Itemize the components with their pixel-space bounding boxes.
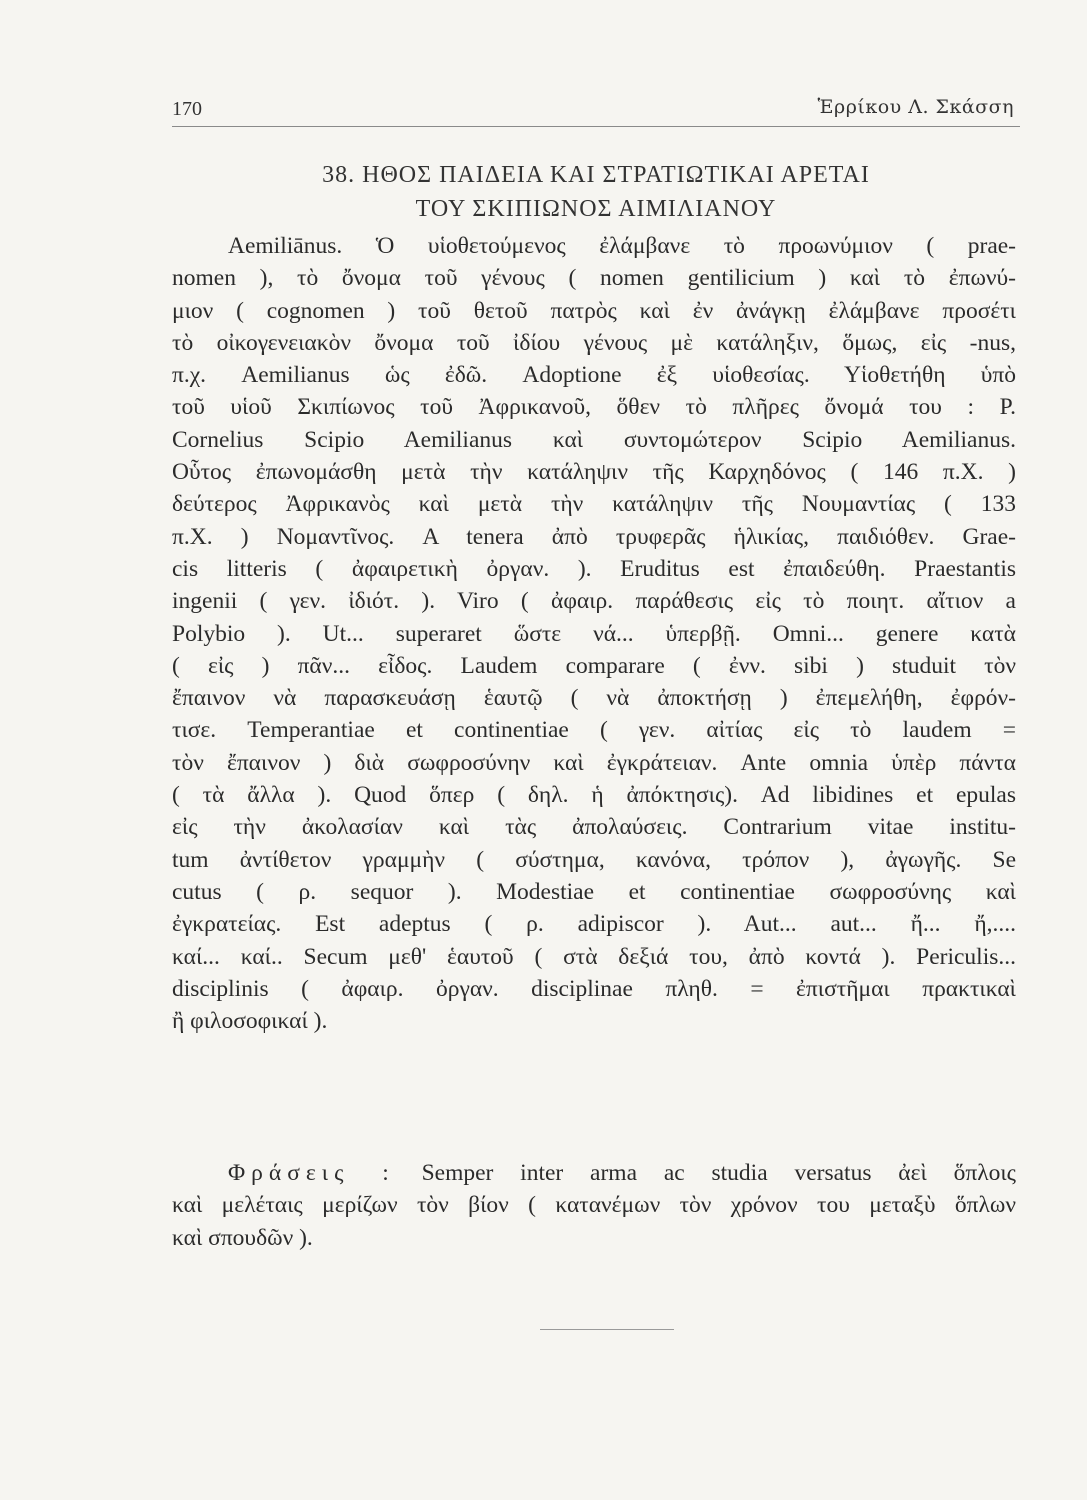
body-line: ἐγκρατείας. Est adeptus ( ρ. adipiscor ). Aut... aut... ἤ... ἤ,.... — [172, 911, 1016, 938]
body-line: ἔπαινον νὰ παρασκευάσῃ ἑαυτῷ ( νὰ ἀποκτήσῃ ) ἐπεμελήθη, ἐφρόν- — [172, 685, 1016, 712]
body-line: Cornelius Scipio Aemilianus καὶ συντομώτερον Scipio Aemilianus. — [172, 426, 1016, 453]
body-line: Polybio ). Ut... superaret ὥστε νά... ὑπερβῇ. Omni... genere κατὰ — [172, 620, 1016, 647]
body-line: π.χ. Aemilianus ὡς ἐδῶ. Adoptione ἐξ υἱοθεσίας. Υἱοθετήθη ὑπὸ — [172, 362, 1016, 389]
body-line: disciplinis ( ἀφαιρ. ὀργαν. disciplinae πληθ. = ἐπιστῆμαι πρακτικαὶ — [172, 975, 1016, 1002]
section-title — [172, 158, 1020, 226]
body-line: tum ἀντίθετον γραμμὴν ( σύστημα, κανόνα, τρόπον ), ἀγωγῆς. Se — [172, 846, 1016, 873]
body-line: cis litteris ( ἀφαιρετικὴ ὀργαν. ). Eruditus est ἐπαιδεύθη. Praestantis — [172, 555, 1016, 582]
body-line: ( εἰς ) πᾶν... εἶδος. Laudem comparare ( ἐνν. sibi ) studuit τὸν — [172, 652, 1016, 679]
phrases-line: καὶ σπουδῶν ). — [172, 1224, 313, 1251]
body-line: μιον ( cognomen ) τοῦ θετοῦ πατρὸς καὶ ἐν ἀνάγκῃ ἐλάμβανε προσέτι — [172, 297, 1016, 324]
section-title-line: ΤΟΥ ΣΚΙΠΙΩΝΟΣ ΑΙΜΙΛΙΑΝΟΥ — [415, 196, 777, 222]
page-number: 170 — [172, 98, 202, 120]
footer-divider — [540, 1329, 674, 1330]
body-line: π.Χ. ) Νομαντῖνος. A tenera ἀπὸ τρυφερᾶς ἡλικίας, παιδιόθεν. Grae- — [172, 523, 1016, 550]
body-line: τὸν ἔπαινον ) διὰ σωφροσύνην καὶ ἐγκράτειαν. Ante omnia ὑπὲρ πάντα — [172, 749, 1016, 776]
phrases-line: Semper inter arma ac studia versatus ἀεὶ ὅπλοις — [421, 1160, 1016, 1186]
phrases-line: καὶ μελέταις μερίζων τὸν βίον ( κατανέμων τὸν χρόνον του μεταξὺ ὅπλων — [172, 1192, 1016, 1219]
phrases-first-line — [172, 1157, 1016, 1189]
commentary-body — [172, 230, 1016, 1037]
body-line: καί... καί.. Secum μεθ' ἑαυτοῦ ( στὰ δεξιά του, ἀπὸ κοντά ). Periculis... — [172, 943, 1016, 970]
section-title-line: 38. ΗΘΟΣ ΠΑΙΔΕΙΑ ΚΑΙ ΣΤΡΑΤΙΩΤΙΚΑΙ ΑΡΕΤΑΙ — [322, 162, 870, 188]
running-head: Ἑρρίκου Λ. Σκάσση — [817, 96, 1014, 118]
body-line: ( τὰ ἄλλα ). Quod ὅπερ ( δηλ. ἡ ἀπόκτησις). Ad libidines et epulas — [172, 782, 1016, 809]
phrases-section — [172, 1157, 1016, 1254]
body-line: nomen ), τὸ ὄνομα τοῦ γένους ( nomen gentilicium ) καὶ τὸ ἐπωνύ- — [172, 265, 1016, 292]
body-line: Οὗτος ἐπωνομάσθη μετὰ τὴν κατάληψιν τῆς Καρχηδόνος ( 146 π.Χ. ) — [172, 459, 1016, 486]
body-line: ἢ φιλοσοφικαί ). — [172, 1008, 328, 1035]
body-line: εἰς τὴν ἀκολασίαν καὶ τὰς ἀπολαύσεις. Contrarium vitae institu- — [172, 814, 1016, 841]
body-line: τισε. Temperantiae et continentiae ( γεν. αἰτίας εἰς τὸ laudem = — [172, 717, 1016, 744]
body-line: Aemiliānus. Ὁ υἱοθετούμενος ἐλάμβανε τὸ προωνύμιον ( prae- — [228, 233, 1016, 259]
body-line: τὸ οἰκογενειακὸν ὄνομα τοῦ ἰδίου γένους μὲ κατάληξιν, ὅμως, εἰς -nus, — [172, 329, 1016, 356]
body-line: δεύτερος Ἀφρικανὸς καὶ μετὰ τὴν κατάληψιν τῆς Νουμαντίας ( 133 — [172, 491, 1016, 518]
page-header — [172, 86, 1020, 127]
body-line: τοῦ υἱοῦ Σκιπίωνος τοῦ Ἀφρικανοῦ, ὅθεν τὸ πλῆρες ὄνομά του : P. — [172, 394, 1016, 421]
body-line: cutus ( ρ. sequor ). Modestiae et continentiae σωφροσύνης καὶ — [172, 878, 1016, 905]
phrases-label: Φράσεις : — [228, 1160, 395, 1186]
body-line: ingenii ( γεν. ἰδιότ. ). Viro ( ἀφαιρ. παράθεσις εἰς τὸ ποιητ. αἴτιον a — [172, 588, 1016, 615]
